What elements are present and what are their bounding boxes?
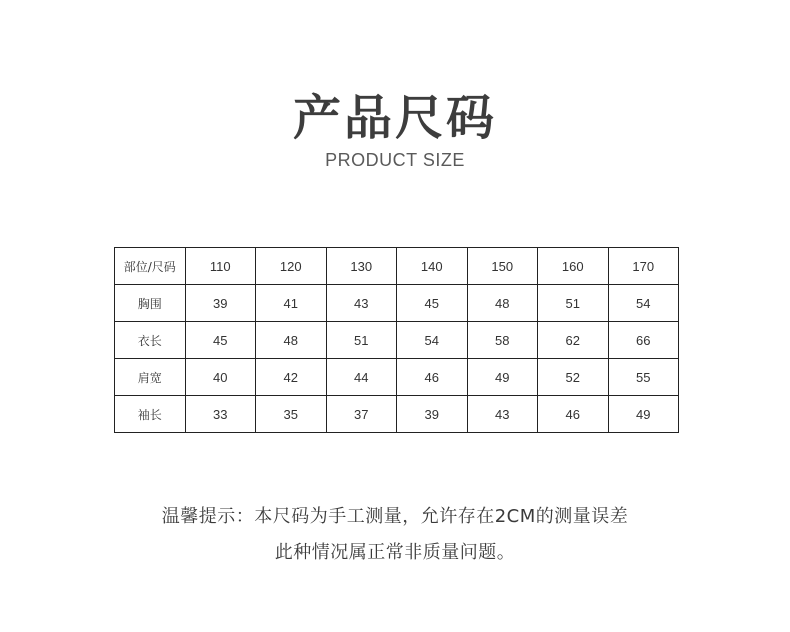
table-row-length — [115, 322, 679, 359]
table-cell: 40 — [185, 359, 256, 396]
table-cell: 46 — [538, 396, 609, 433]
table-cell: 54 — [608, 285, 679, 322]
table-row-shoulder — [115, 359, 679, 396]
table-cell: 46 — [397, 359, 468, 396]
header-cell-size: 160 — [538, 248, 609, 285]
table-cell: 35 — [256, 396, 327, 433]
header-cell-size: 140 — [397, 248, 468, 285]
table-header-row — [115, 248, 679, 285]
size-chart-table — [114, 247, 679, 433]
table-cell: 49 — [608, 396, 679, 433]
row-label: 胸围 — [115, 285, 186, 322]
table-cell: 51 — [326, 322, 397, 359]
page-title: 产品尺码 — [292, 90, 497, 146]
row-label: 袖长 — [115, 396, 186, 433]
table-cell: 58 — [467, 322, 538, 359]
page-subtitle: PRODUCT SIZE — [325, 150, 465, 170]
table-cell: 43 — [326, 285, 397, 322]
table-cell: 45 — [397, 285, 468, 322]
table-cell: 37 — [326, 396, 397, 433]
table-cell: 39 — [185, 285, 256, 322]
table-cell: 39 — [397, 396, 468, 433]
table-cell: 54 — [397, 322, 468, 359]
header-cell-size: 150 — [467, 248, 538, 285]
header-cell-size: 130 — [326, 248, 397, 285]
table-cell: 33 — [185, 396, 256, 433]
table-cell: 48 — [256, 322, 327, 359]
table-cell: 49 — [467, 359, 538, 396]
table-cell: 45 — [185, 322, 256, 359]
table-cell: 52 — [538, 359, 609, 396]
table-cell: 48 — [467, 285, 538, 322]
header-cell-size: 120 — [256, 248, 327, 285]
header-cell-size: 110 — [185, 248, 256, 285]
table-cell: 42 — [256, 359, 327, 396]
header-cell-size: 170 — [608, 248, 679, 285]
table-row-chest — [115, 285, 679, 322]
table-cell: 62 — [538, 322, 609, 359]
table-cell: 43 — [467, 396, 538, 433]
table-cell: 66 — [608, 322, 679, 359]
table-row-sleeve — [115, 396, 679, 433]
table-cell: 51 — [538, 285, 609, 322]
table-cell: 55 — [608, 359, 679, 396]
row-label: 肩宽 — [115, 359, 186, 396]
table-cell: 41 — [256, 285, 327, 322]
size-note-line-1: 温馨提示：本尺码为手工测量，允许存在2CM的测量误差 — [161, 506, 629, 527]
header-cell-part-size: 部位/尺码 — [115, 248, 186, 285]
table-cell: 44 — [326, 359, 397, 396]
row-label: 衣长 — [115, 322, 186, 359]
size-note-line-2: 此种情况属正常非质量问题。 — [274, 542, 516, 563]
